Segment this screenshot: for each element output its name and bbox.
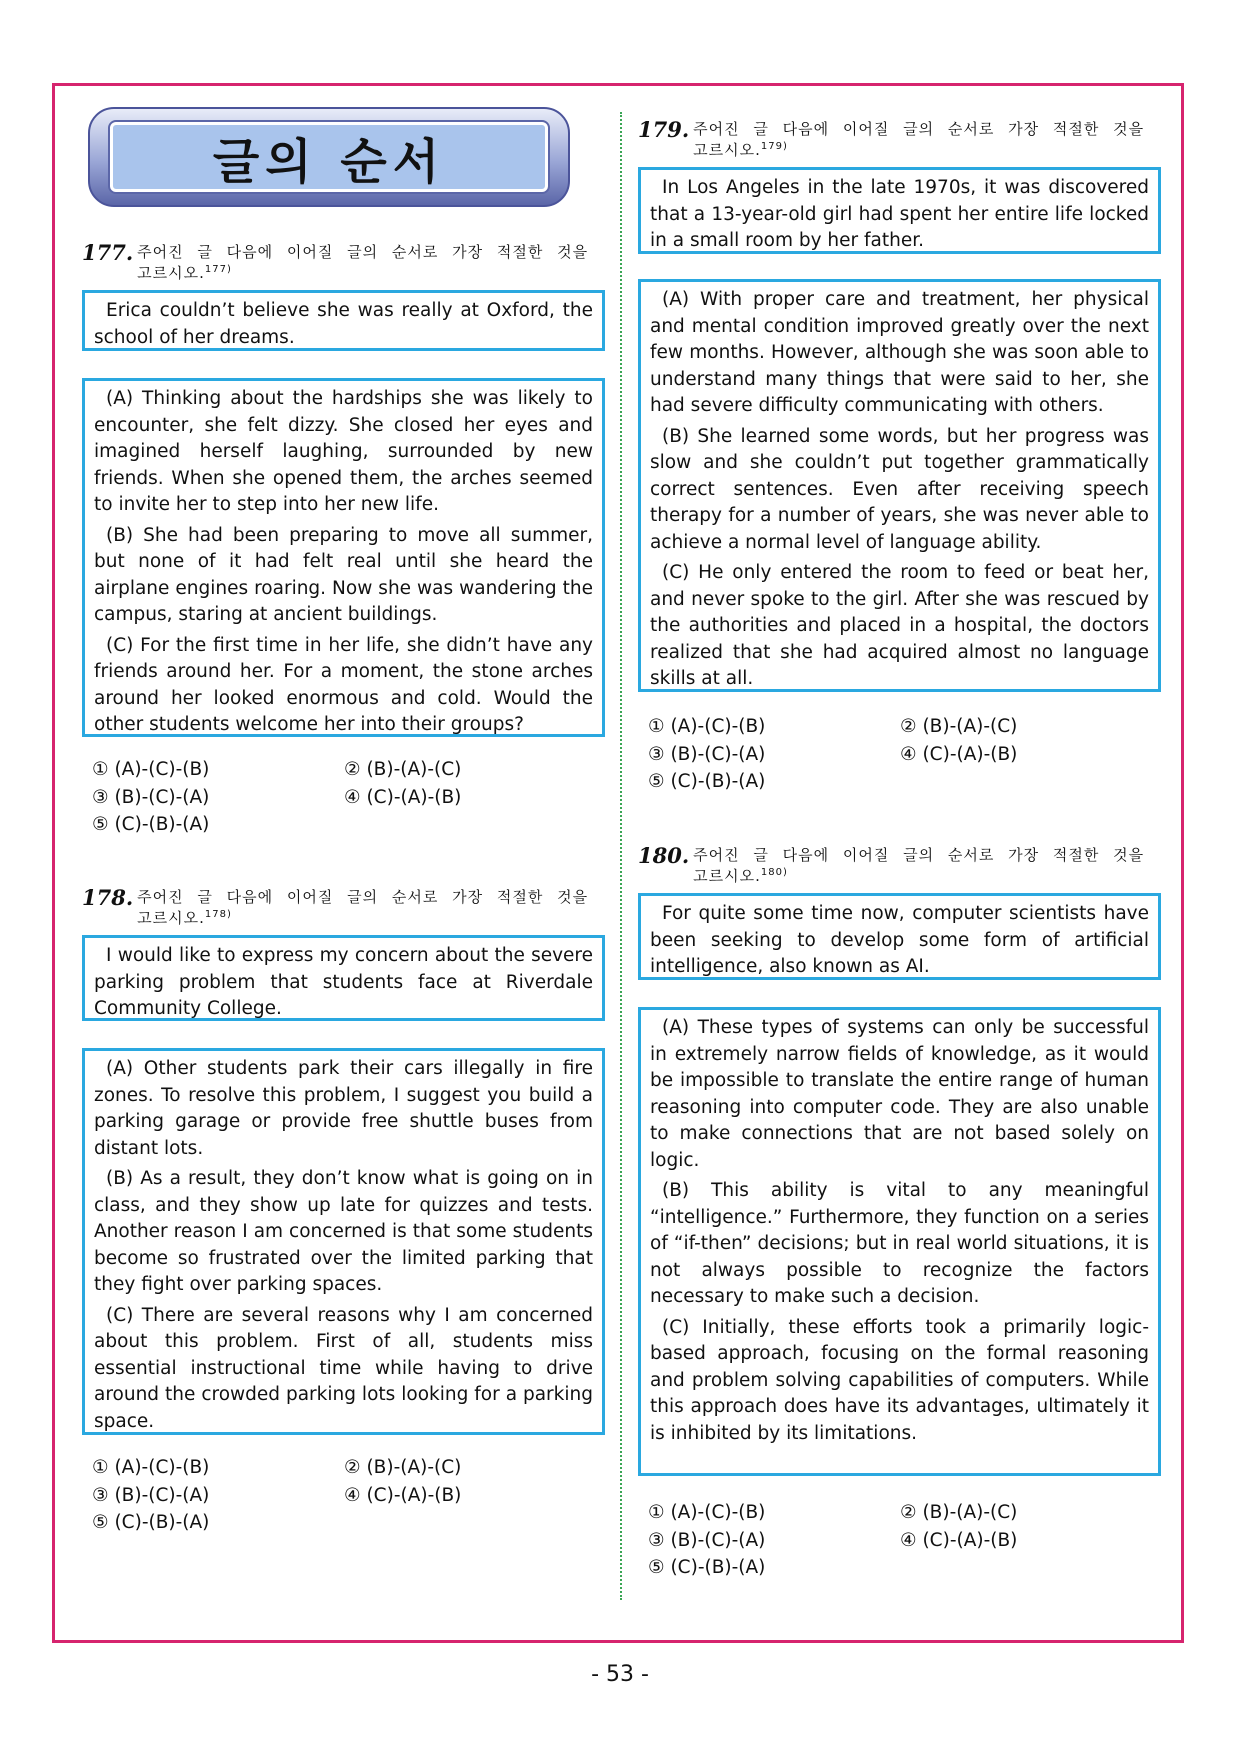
question-177 <box>82 240 605 839</box>
choice-4[interactable]: ④ (C)-(A)-(B) <box>900 743 1018 765</box>
choice-5[interactable]: ⑤ (C)-(B)-(A) <box>92 1512 210 1533</box>
question-instruction: 주어진 글 다음에 이어질 글의 순서로 가장 적절한 것을 고르시오.$^{180)}$ <box>693 846 1145 885</box>
choice-1[interactable]: ① (A)-(C)-(B) <box>92 1457 210 1478</box>
choice-5[interactable]: ⑤ (C)-(B)-(A) <box>92 814 210 835</box>
column-divider <box>620 112 622 1600</box>
footnote-ref: 180) <box>760 867 788 878</box>
question-header <box>638 117 1161 159</box>
paragraph-a: (A) Thinking about the hardships she was likely to encounter, she felt dizzy. She closed her eyes and imagined herself laughing, surrounded by new friends. When she opened them, the arches seemed to invite her to step into her new life. <box>94 388 593 515</box>
ordered-paragraphs <box>638 1007 1161 1476</box>
question-179 <box>638 117 1161 796</box>
ordered-paragraphs <box>638 279 1161 692</box>
paragraph-c: (C) There are several reasons why I am concerned about this problem. First of all, students miss essential instructional time while having to drive around the crowded parking lots looking for a parking space. <box>94 1304 593 1432</box>
question-instruction: 주어진 글 다음에 이어질 글의 순서로 가장 적절한 것을 고르시오.$^{178)}$ <box>137 888 589 927</box>
answer-choices <box>82 1455 605 1537</box>
question-header <box>82 240 605 282</box>
given-passage: Erica couldn’t believe she was really at Oxford, the school of her dreams. <box>82 290 605 351</box>
ordered-paragraphs <box>82 378 605 737</box>
choice-5[interactable]: ⑤ (C)-(B)-(A) <box>648 771 766 792</box>
paragraph-a: (A) These types of systems can only be successful in extremely narrow fields of knowledge, as it would be impossible to translate the entire range of human reasoning into computer code. They are also unable to make connections that are not based solely on logic. <box>650 1017 1149 1171</box>
answer-choices <box>638 1500 1161 1582</box>
question-number: 179. <box>638 117 690 142</box>
given-passage: In Los Angeles in the late 1970s, it was discovered that a 13-year-old girl had spent her entire life locked in a small room by her father. <box>638 167 1161 254</box>
page-number: - 53 - <box>591 1662 649 1687</box>
choice-3[interactable]: ③ (B)-(C)-(A) <box>648 1529 766 1551</box>
question-178 <box>82 885 605 1537</box>
footnote-ref: 177) <box>204 264 232 275</box>
paragraph-b: (B) She had been preparing to move all summer, but none of it had felt real until she heard the airplane engines roaring. Now she was wandering the campus, staring at ancient buildings. <box>94 524 593 625</box>
paragraph-a: (A) Other students park their cars illegally in fire zones. To resolve this problem, I suggest you build a parking garage or provide free shuttle buses from distant lots. <box>94 1058 593 1159</box>
choice-3[interactable]: ③ (B)-(C)-(A) <box>92 786 210 808</box>
question-180 <box>638 843 1161 1582</box>
footnote-ref: 179) <box>760 141 788 152</box>
question-number: 180. <box>638 843 690 868</box>
footnote-ref: 178) <box>204 909 232 920</box>
question-header <box>638 843 1161 885</box>
choice-3[interactable]: ③ (B)-(C)-(A) <box>92 1484 210 1506</box>
answer-choices <box>82 757 605 839</box>
paragraph-b: (B) This ability is vital to any meaningful “intelligence.” Furthermore, they function on a series of “if-then” decisions; but in real world situations, it is not always possible to recognize the factors necessary to make such a decision. <box>650 1180 1149 1307</box>
choice-1[interactable]: ① (A)-(C)-(B) <box>92 759 210 780</box>
choice-2[interactable]: ② (B)-(A)-(C) <box>344 759 462 780</box>
question-number: 177. <box>82 240 134 265</box>
question-instruction: 주어진 글 다음에 이어질 글의 순서로 가장 적절한 것을 고르시오.$^{177)}$ <box>137 243 589 282</box>
section-title-panel <box>110 122 548 192</box>
choice-4[interactable]: ④ (C)-(A)-(B) <box>344 786 462 808</box>
section-title-banner <box>88 107 570 207</box>
choice-3[interactable]: ③ (B)-(C)-(A) <box>648 743 766 765</box>
paragraph-b: (B) As a result, they don’t know what is going on in class, and they show up late for quizzes and tests. Another reason I am concerned is that some students become so frustrated over the limited parking that they fight over parking spaces. <box>94 1168 593 1295</box>
paragraph-b: (B) She learned some words, but her progress was slow and she couldn’t put together grammatically correct sentences. Even after receiving speech therapy for a number of years, she was never able to achieve a normal level of language ability. <box>650 425 1149 553</box>
given-passage: For quite some time now, computer scientists have been seeking to develop some form of artificial intelligence, also known as AI. <box>638 893 1161 980</box>
section-title: 글의 순서 <box>212 133 446 190</box>
choice-2[interactable]: ② (B)-(A)-(C) <box>900 1502 1018 1523</box>
choice-4[interactable]: ④ (C)-(A)-(B) <box>344 1484 462 1506</box>
given-passage: I would like to express my concern about the severe parking problem that students face at Riverdale Community College. <box>82 935 605 1021</box>
choice-1[interactable]: ① (A)-(C)-(B) <box>648 1502 766 1523</box>
answer-choices <box>638 714 1161 796</box>
choice-2[interactable]: ② (B)-(A)-(C) <box>344 1457 462 1478</box>
choice-2[interactable]: ② (B)-(A)-(C) <box>900 716 1018 737</box>
question-instruction: 주어진 글 다음에 이어질 글의 순서로 가장 적절한 것을 고르시오.$^{179)}$ <box>693 120 1145 159</box>
paragraph-c: (C) He only entered the room to feed or beat her, and never spoke to the girl. After she was rescued by the authorities and placed in a hospital, the doctors realized that she had acquired almost no language skills at all. <box>650 562 1149 689</box>
choice-4[interactable]: ④ (C)-(A)-(B) <box>900 1529 1018 1551</box>
ordered-paragraphs <box>82 1048 605 1435</box>
paragraph-c: (C) For the first time in her life, she didn’t have any friends around her. For a moment, the stone arches around her looked enormous and cold. Would the other students welcome her into their groups? <box>94 634 593 735</box>
choice-5[interactable]: ⑤ (C)-(B)-(A) <box>648 1557 766 1578</box>
choice-1[interactable]: ① (A)-(C)-(B) <box>648 716 766 737</box>
question-header <box>82 885 605 927</box>
paragraph-c: (C) Initially, these efforts took a primarily logic-based approach, focusing on the formal reasoning and problem solving capabilities of computers. While this approach does have its advantages, ultimately it is inhibited by its limitations. <box>650 1316 1149 1444</box>
question-number: 178. <box>82 885 134 910</box>
paragraph-a: (A) With proper care and treatment, her physical and mental condition improved greatly over the next few months. However, although she was soon able to understand many things that were said to her, she had severe difficulty communicating with others. <box>650 289 1149 416</box>
